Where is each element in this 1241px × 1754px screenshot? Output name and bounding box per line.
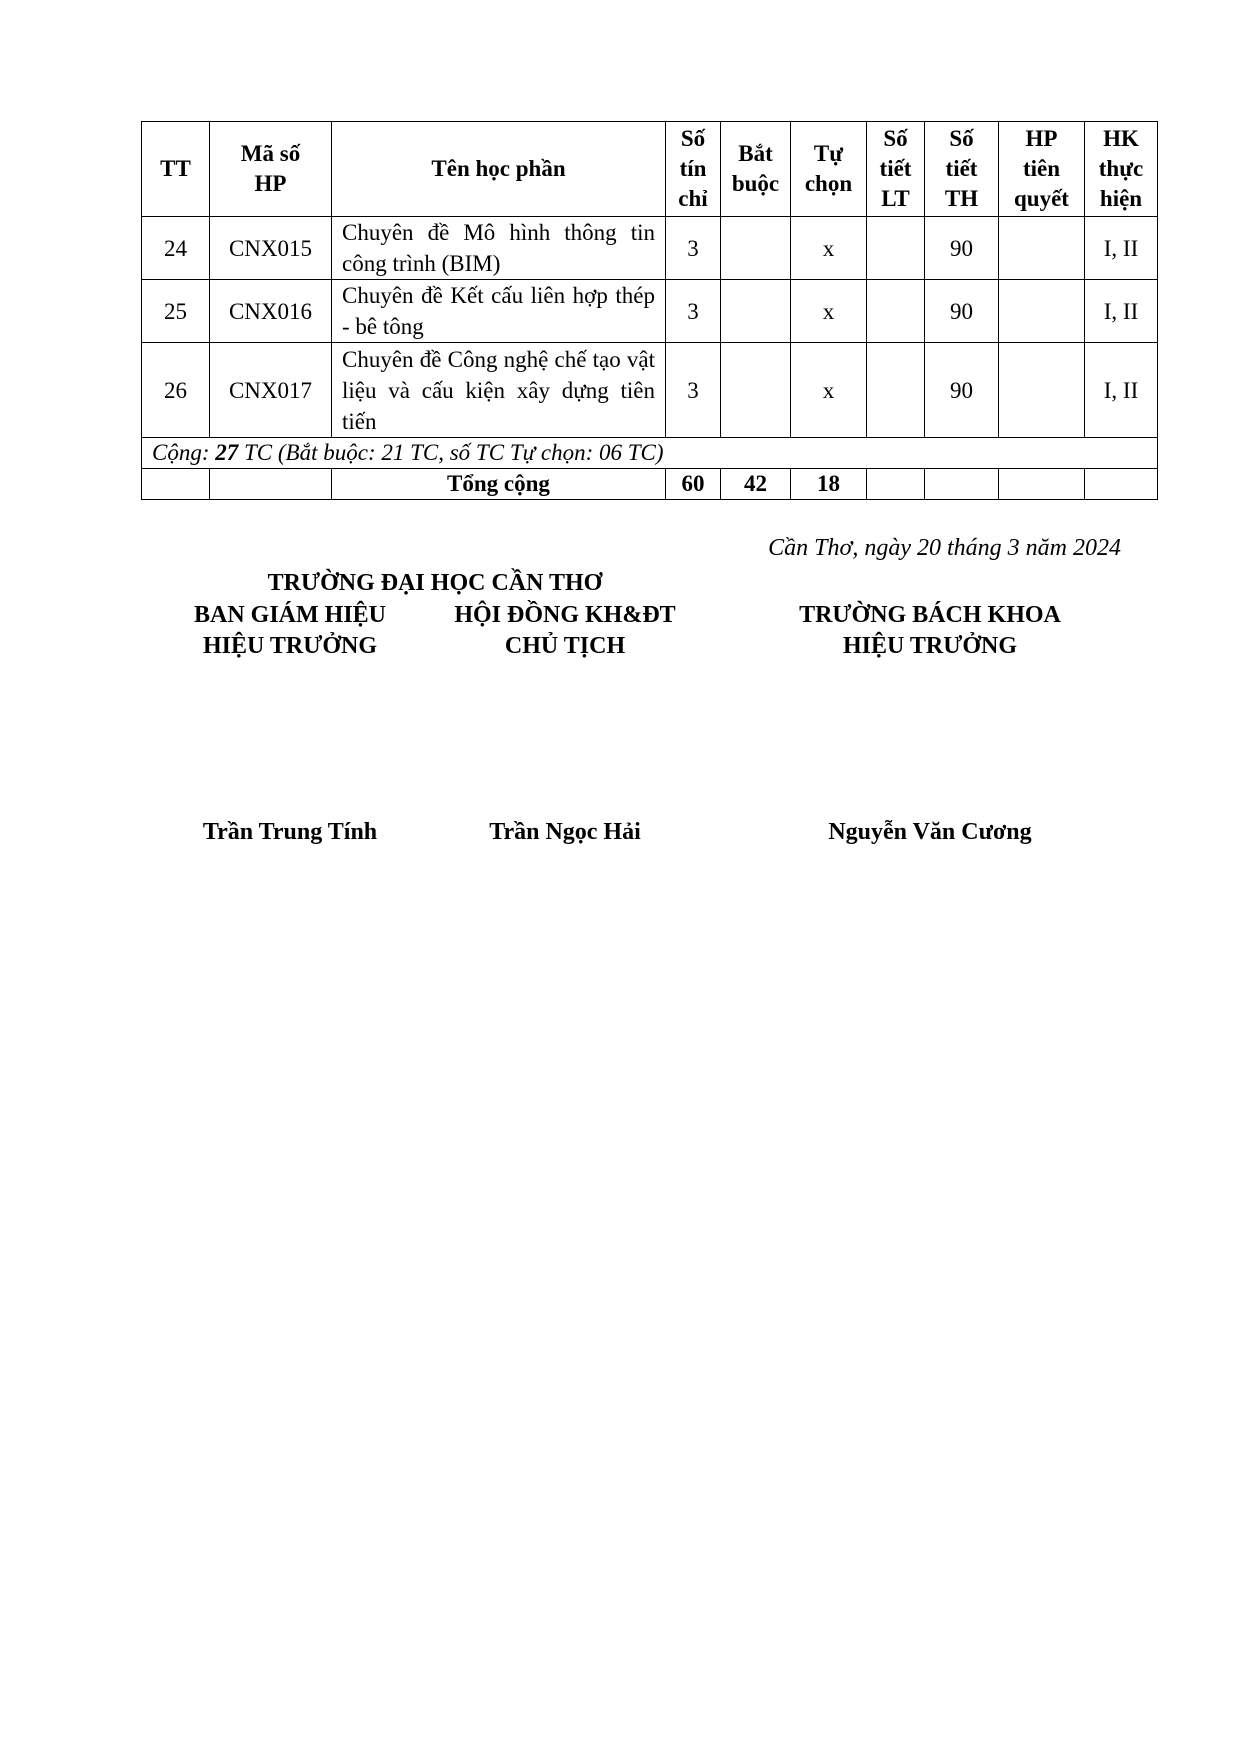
header-prereq: HP tiên quyết — [999, 122, 1085, 217]
signature-faculty — [740, 600, 1120, 662]
cell-credits: 3 — [666, 280, 721, 343]
cell-theory — [867, 280, 925, 343]
cell-name: Chuyên đề Công nghệ chế tạo vật liệu và cấu kiện xây dựng tiên tiến — [332, 343, 666, 438]
header-semester: HK thực hiện — [1085, 122, 1158, 217]
cell-credits: 3 — [666, 343, 721, 438]
cell-name: Chuyên đề Kết cấu liên hợp thép - bê tông — [332, 280, 666, 343]
cell-empty — [999, 469, 1085, 500]
header-tt: TT — [142, 122, 210, 217]
cell-credits: 3 — [666, 217, 721, 280]
university-title: TRƯỜNG ĐẠI HỌC CẦN THƠ — [267, 570, 603, 596]
cell-required — [721, 343, 791, 438]
table-header-row — [142, 122, 1158, 217]
header-required: Bắt buộc — [721, 122, 791, 217]
total-required: 42 — [721, 469, 791, 500]
cell-empty — [210, 469, 332, 500]
board-title: BAN GIÁM HIỆU — [193, 602, 386, 628]
cell-code: CNX016 — [210, 280, 332, 343]
cell-practice: 90 — [925, 343, 999, 438]
cell-code: CNX017 — [210, 343, 332, 438]
cell-empty — [142, 469, 210, 500]
cell-prereq — [999, 217, 1085, 280]
cell-theory — [867, 217, 925, 280]
cell-tt: 25 — [142, 280, 210, 343]
header-practice: Số tiết TH — [925, 122, 999, 217]
table-row — [142, 343, 1158, 438]
cell-prereq — [999, 280, 1085, 343]
cell-semester: I, II — [1085, 280, 1158, 343]
header-elective: Tự chọn — [791, 122, 867, 217]
header-credits: Số tín chỉ — [666, 122, 721, 217]
signature-council — [420, 600, 710, 662]
cell-practice: 90 — [925, 217, 999, 280]
cell-elective: x — [791, 280, 867, 343]
cell-empty — [867, 469, 925, 500]
council-role: CHỦ TỊCH — [504, 633, 626, 659]
total-label: Tổng cộng — [332, 469, 666, 500]
cell-empty — [925, 469, 999, 500]
curriculum-table — [141, 121, 1158, 500]
summary-credits-total: 27 — [215, 440, 239, 465]
header-theory: Số tiết LT — [867, 122, 925, 217]
summary-row — [142, 438, 1158, 469]
date-line: Cần Thơ, ngày 20 tháng 3 năm 2024 — [768, 535, 1121, 561]
cell-code: CNX015 — [210, 217, 332, 280]
total-credits: 60 — [666, 469, 721, 500]
header-code: Mã số HP — [210, 122, 332, 217]
signature-board — [160, 600, 420, 662]
cell-semester: I, II — [1085, 343, 1158, 438]
cell-required — [721, 217, 791, 280]
signer-name-council: Trần Ngọc Hải — [489, 819, 641, 845]
signer-name-board: Trần Trung Tính — [202, 819, 378, 845]
cell-empty — [1085, 469, 1158, 500]
header-name: Tên học phần — [332, 122, 666, 217]
table-row — [142, 280, 1158, 343]
cell-tt: 26 — [142, 343, 210, 438]
cell-name: Chuyên đề Mô hình thông tin công trình (BIM) — [332, 217, 666, 280]
total-row — [142, 469, 1158, 500]
faculty-role: HIỆU TRƯỞNG — [842, 633, 1018, 659]
summary-cell: Cộng: 27 TC (Bắt buộc: 21 TC, số TC Tự chọn: 06 TC) — [142, 438, 1158, 469]
signer-name-faculty: Nguyễn Văn Cương — [828, 819, 1032, 845]
cell-elective: x — [791, 217, 867, 280]
cell-required — [721, 280, 791, 343]
cell-elective: x — [791, 343, 867, 438]
total-elective: 18 — [791, 469, 867, 500]
cell-prereq — [999, 343, 1085, 438]
council-title: HỘI ĐỒNG KH&ĐT — [454, 602, 676, 628]
board-role: HIỆU TRƯỞNG — [202, 633, 378, 659]
cell-semester: I, II — [1085, 217, 1158, 280]
cell-tt: 24 — [142, 217, 210, 280]
cell-theory — [867, 343, 925, 438]
cell-practice: 90 — [925, 280, 999, 343]
table-row — [142, 217, 1158, 280]
faculty-title: TRƯỜNG BÁCH KHOA — [799, 602, 1061, 628]
